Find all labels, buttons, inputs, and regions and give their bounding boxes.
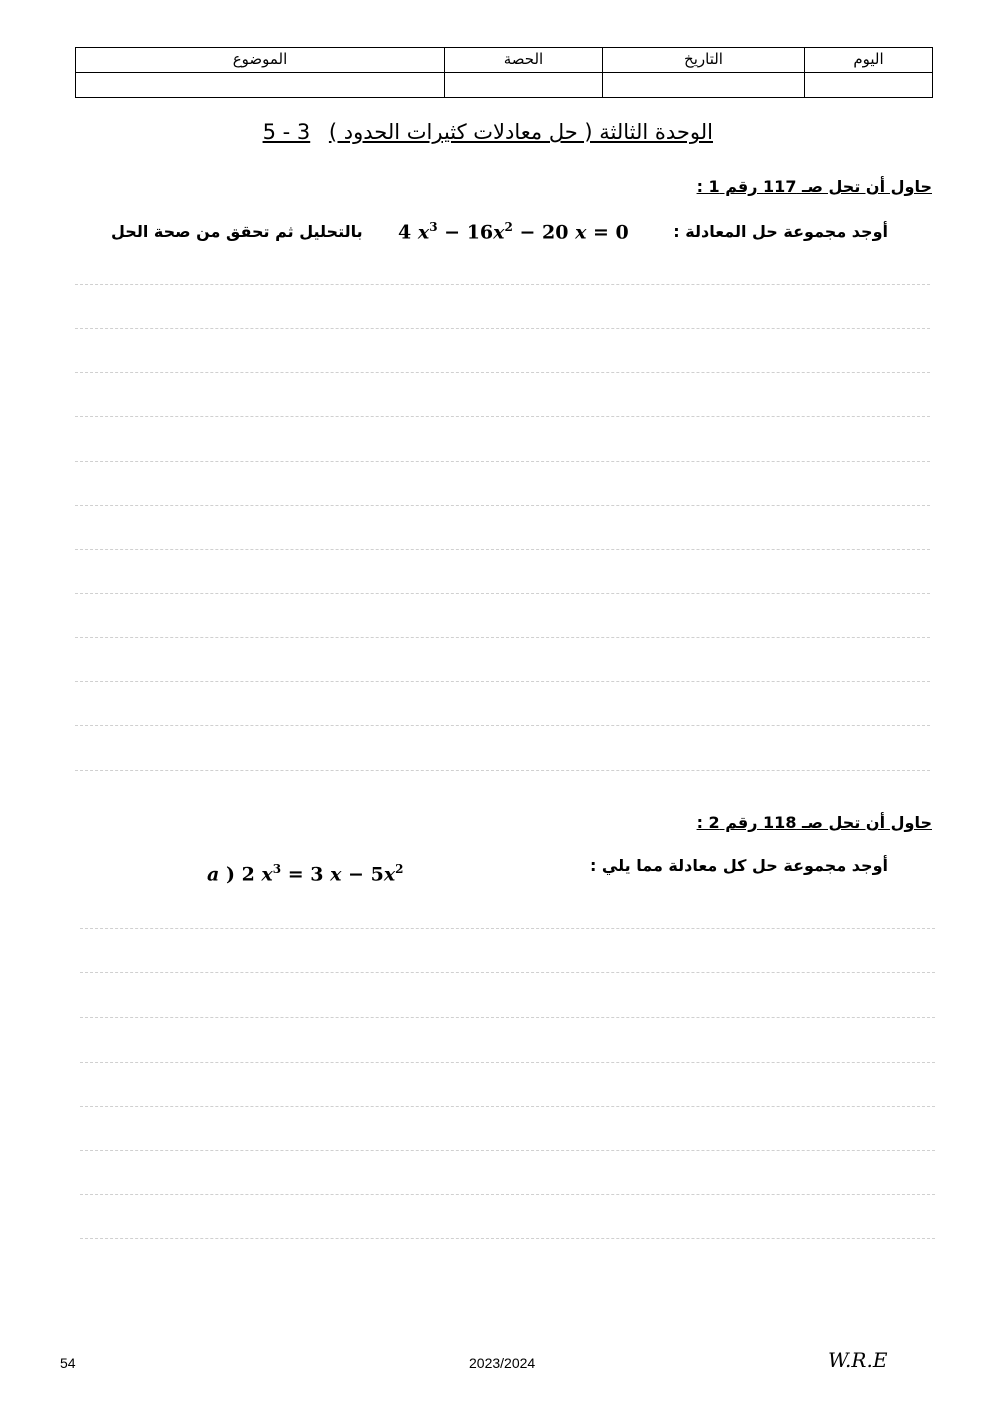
answer-line[interactable] [80,1106,935,1107]
section1-instruction: بالتحليل ثم تحقق من صحة الحل [111,222,363,241]
day-cell[interactable] [805,73,933,98]
answer-line[interactable] [75,284,930,285]
answer-line[interactable] [75,505,930,506]
equation-2a: a ) 2 $x^3 = 3$ $x - 5x^2$ [207,862,404,886]
answer-line[interactable] [80,1238,935,1239]
section1-heading: حاول أن تحل صـ 117 رقم 1 : [696,177,932,196]
answer-line[interactable] [75,637,930,638]
lesson-number: 5 - 3 [262,120,311,144]
answer-line[interactable] [80,928,935,929]
answer-line[interactable] [75,593,930,594]
header-day: اليوم [805,48,933,73]
answer-line[interactable] [80,1062,935,1063]
answer-line[interactable] [75,328,930,329]
section2-prompt: أوجد مجموعة حل كل معادلة مما يلي : [589,856,888,875]
answer-line[interactable] [75,461,930,462]
header-table [75,47,933,98]
unit-title: الوحدة الثالثة ( حل معادلات كثيرات الحدود ) [328,120,713,144]
answer-line[interactable] [80,972,935,973]
answer-line[interactable] [80,1150,935,1151]
page-title [248,120,713,144]
header-subject: الموضوع [76,48,445,73]
answer-line[interactable] [75,725,930,726]
academic-year: 2023/2024 [469,1355,536,1371]
answer-line[interactable] [80,1017,935,1018]
answer-line[interactable] [75,681,930,682]
section1-prompt: أوجد مجموعة حل المعادلة : [673,222,888,241]
answer-line[interactable] [75,549,930,550]
author-signature: W.R.E [828,1348,888,1372]
answer-line[interactable] [75,416,930,417]
page-number: 54 [60,1355,76,1371]
answer-line[interactable] [75,372,930,373]
answer-line[interactable] [80,1194,935,1195]
period-cell[interactable] [445,73,603,98]
header-period: الحصة [445,48,603,73]
equation-1: 4 $x^3 - 16x^2 - 20$ x = 0 [398,220,629,244]
section2-heading: حاول أن تحل صـ 118 رقم 2 : [696,813,932,832]
date-cell[interactable] [603,73,805,98]
header-date: التاريخ [603,48,805,73]
answer-line[interactable] [75,770,930,771]
subject-cell[interactable] [76,73,445,98]
